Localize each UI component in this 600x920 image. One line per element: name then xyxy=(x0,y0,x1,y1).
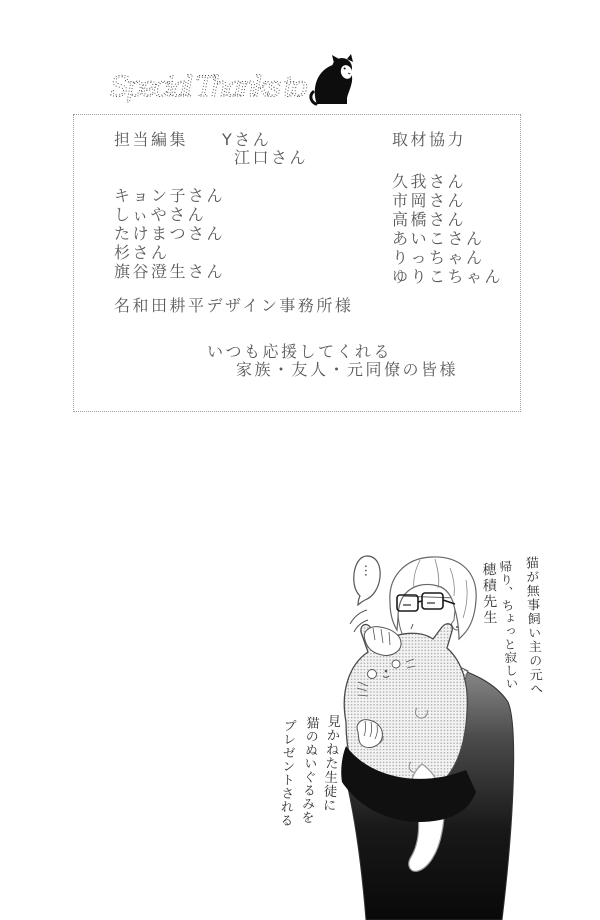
design-office-name: 名和田耕平デザイン事務所様 xyxy=(114,296,354,315)
interview-name: 久我さん xyxy=(392,172,467,191)
editor-section-label: 担当編集 xyxy=(114,130,189,149)
caption-right-column: 猫が無事飼い主の元へ xyxy=(522,555,543,697)
supporters-list xyxy=(114,186,225,281)
interview-name: りっちゃん xyxy=(392,248,485,267)
page-title: Special Thanks to xyxy=(110,70,308,103)
editor-name: 江口さん xyxy=(234,148,309,167)
caption-right-column: 帰り、ちょっと寂しい xyxy=(497,559,520,691)
caption-left-column: プレゼントされる xyxy=(277,718,296,828)
interview-name: 高橋さん xyxy=(392,210,467,229)
interview-name: ゆりこちゃん xyxy=(392,267,504,286)
supporter-name: たけまつさん xyxy=(114,224,226,243)
cat-eye xyxy=(344,68,346,70)
plush-eye-right xyxy=(392,660,400,668)
caption-left-column: 猫のぬいぐるみを xyxy=(298,715,319,825)
interview-section-label: 取材協力 xyxy=(392,130,467,149)
header-title-script xyxy=(104,60,324,110)
supporter-name: しぃやさん xyxy=(114,205,207,224)
black-cat-icon xyxy=(306,54,358,107)
plush-nose xyxy=(385,670,388,673)
interview-name: 市岡さん xyxy=(392,191,467,210)
plush-eye-left xyxy=(368,670,377,679)
interview-name: あいこさん xyxy=(392,229,485,248)
caption-left-column: 見かねた生徒に xyxy=(319,713,341,813)
supporter-name: 杉さん xyxy=(114,243,170,262)
cat-silhouette xyxy=(311,54,354,104)
caption-right-column: 穂積先生 xyxy=(480,561,498,627)
editor-name: Yさん xyxy=(222,130,272,149)
supporter-name: 旗谷澄生さん xyxy=(114,262,226,281)
closing-line: いつも応援してくれる xyxy=(207,342,393,361)
supporter-name: キョン子さん xyxy=(114,186,226,205)
thanks-box xyxy=(73,114,521,412)
speech-bubble-text: … xyxy=(361,564,376,579)
closing-line: 家族・友人・元同僚の皆様 xyxy=(236,360,459,379)
interview-list xyxy=(392,172,503,286)
